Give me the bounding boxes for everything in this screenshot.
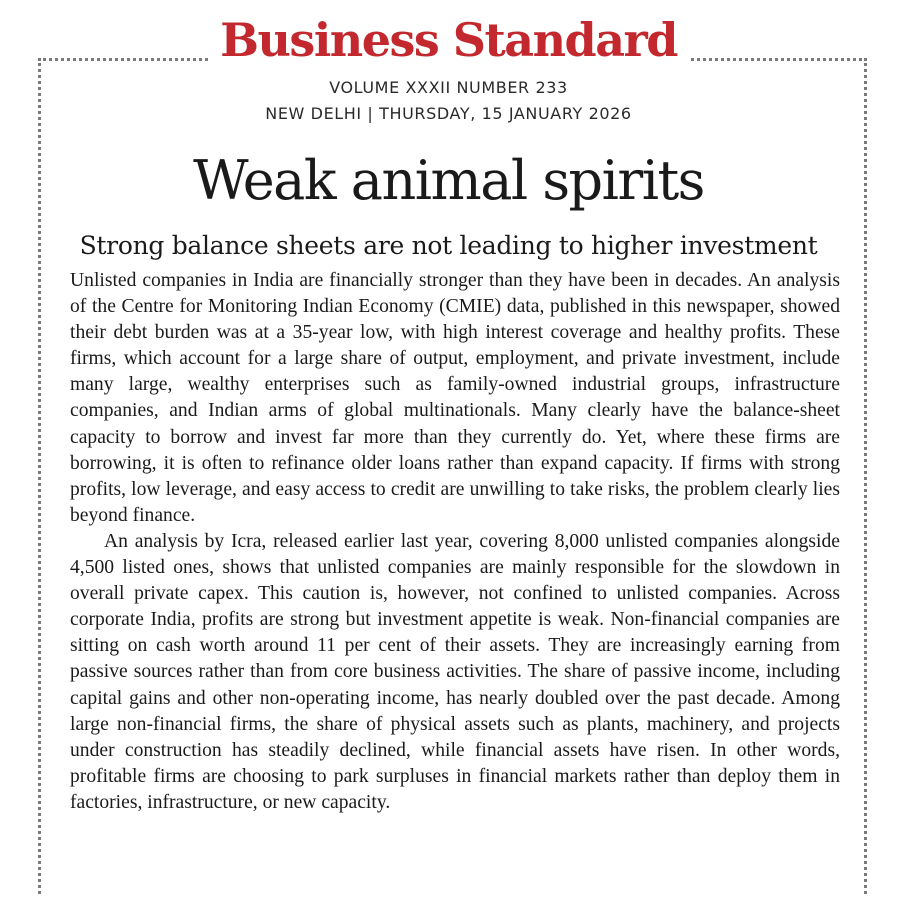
masthead-logo: Business Standard [208,10,689,70]
paragraph-1: Unlisted companies in India are financially stronger than they have been in decades. An analysis of the Centre for Monitoring Indian Economy (CMIE) data, published in this newspaper, showed their debt burden was at a 35-year low, with high interest coverage and healthy profits. These firms, which account for a large share of output, employment, and private investment, include many large, wealthy enterprises such as family-owned industrial groups, infrastructure companies, and Indian arms of global multinationals. Many clearly have the balance-sheet capacity to borrow and invest far more than they currently do. Yet, where these firms are borrowing, it is often to refinance older loans rather than expand capacity. If firms with strong profits, low leverage, and easy access to credit are unwilling to take risks, the problem clearly lies beyond finance. [70,270,840,526]
volume-line: VOLUME XXXII NUMBER 233 [329,78,568,97]
article-body [70,268,840,816]
dateline: NEW DELHI | THURSDAY, 15 JANUARY 2026 [265,104,632,123]
paragraph-2: An analysis by Icra, released earlier last year, covering 8,000 unlisted companies alongside 4,500 listed ones, shows that unlisted companies are mainly responsible for the slowdown in overall private capex. This caution is, however, not confined to unlisted companies. Across corporate India, profits are strong but investment appetite is weak. Non-financial companies are sitting on cash worth around 11 per cent of their assets. They are increasingly earning from passive sources rather than from core business activities. The share of passive income, including capital gains and other non-operating income, has nearly doubled over the past decade. Among large non-financial firms, the share of physical assets such as plants, machinery, and projects under construction has steadily declined, while financial assets have risen. In other words, profitable firms are choosing to park surpluses in financial markets rather than deploy them in factories, infrastructure, or new capacity. [70,530,840,813]
article-headline: Weak animal spirits [193,149,704,212]
masthead [0,10,897,70]
article-subhead: Strong balance sheets are not leading to higher investment [79,231,818,260]
